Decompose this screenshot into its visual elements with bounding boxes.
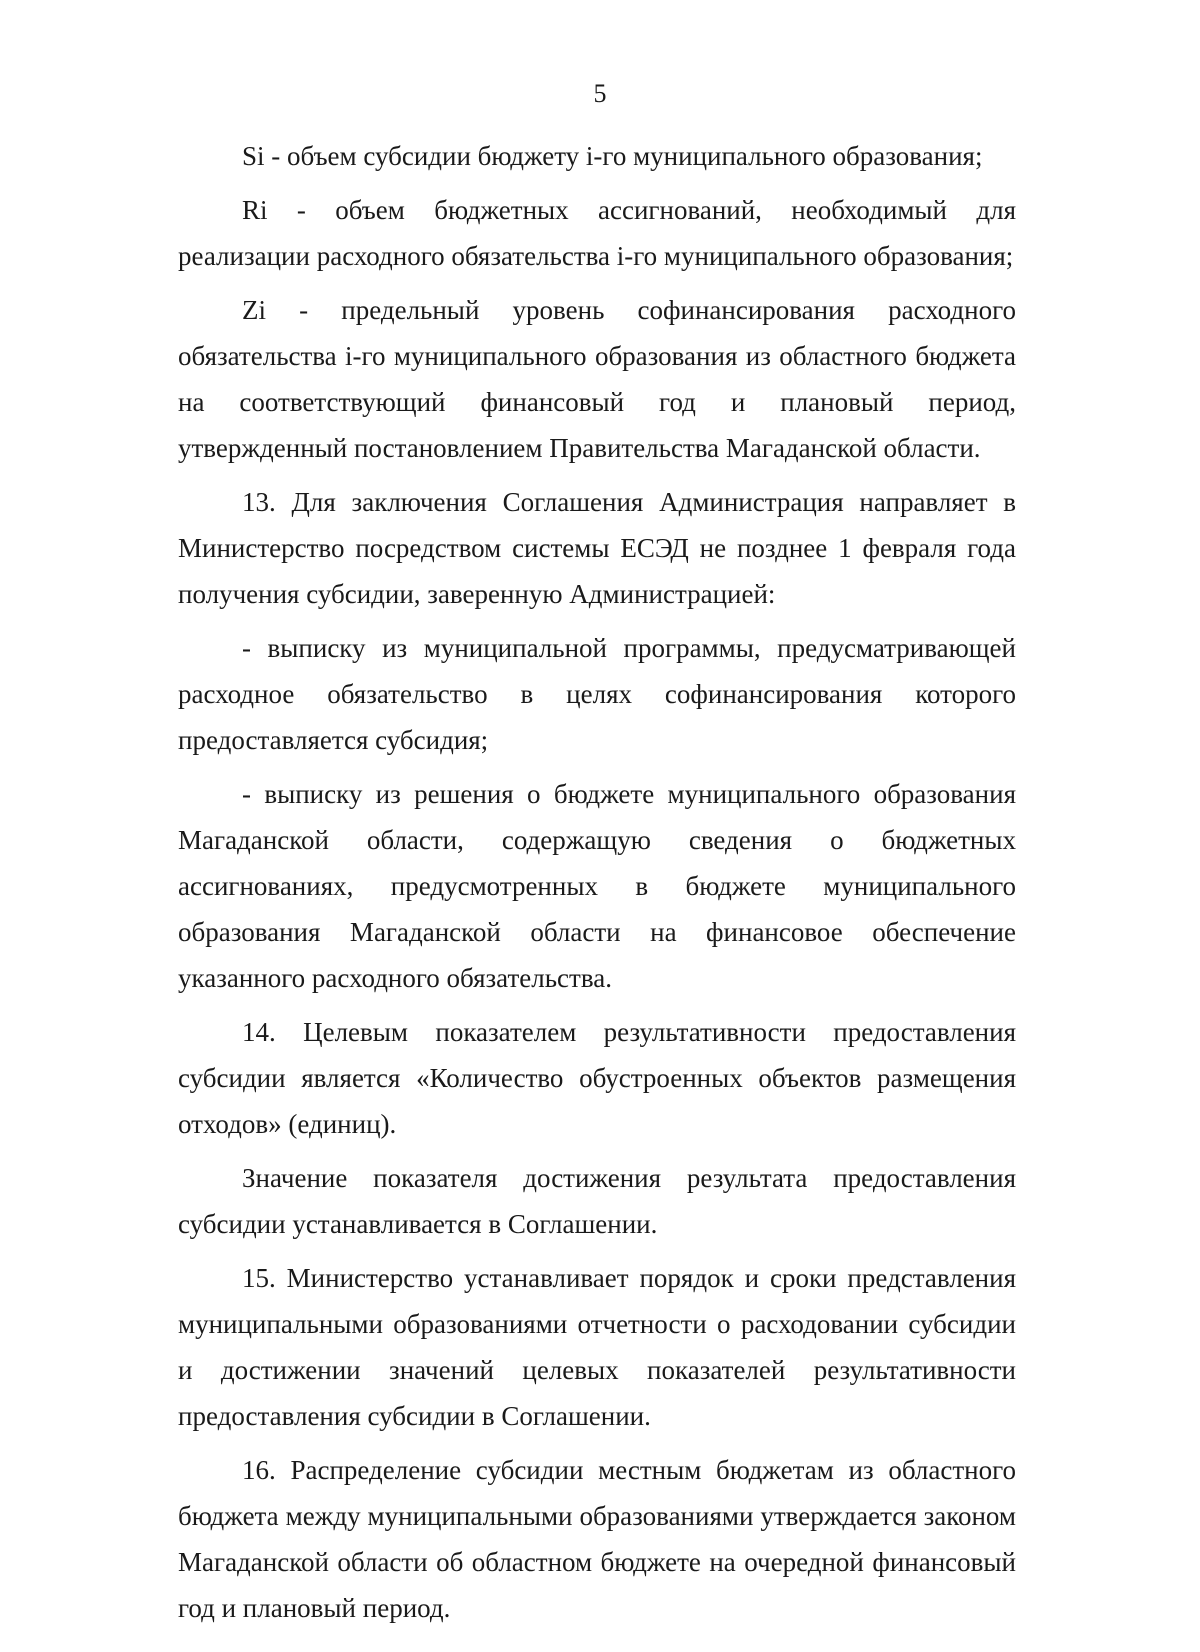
list-item-budget-extract: - выписку из решения о бюджете муниципального образования Магаданской области, содержащую сведения о бюджетных ассигнованиях, предусмотренных в бюджете муниципального образования Магаданской области на финансовое обеспечение указанного расходного обязательства.: [178, 779, 1016, 993]
paragraph-ri-definition: Ri - объем бюджетных ассигнований, необходимый для реализации расходного обязательства i-го муниципального образования;: [178, 195, 1016, 271]
page-number: 5: [593, 79, 607, 108]
paragraph-15: 15. Министерство устанавливает порядок и сроки представления муниципальными образованиями отчетности о расходовании субсидии и достижении значений целевых показателей результативности предоставления субсидии в Соглашении.: [178, 1263, 1016, 1431]
paragraph-16: 16. Распределение субсидии местным бюджетам из областного бюджета между муниципальными образованиями утверждается законом Магаданской области об областном бюджете на очередной финансовый год и плановый период.: [178, 1455, 1016, 1623]
document-body: [178, 133, 1016, 1631]
list-item-program-extract: - выписку из муниципальной программы, предусматривающей расходное обязательство в целях софинансирования которого предоставляется субсидия;: [178, 633, 1016, 755]
paragraph-13: 13. Для заключения Соглашения Администрация направляет в Министерство посредством системы ЕСЭД не позднее 1 февраля года получения субсидии, заверенную Администрацией:: [178, 487, 1016, 609]
paragraph-zi-definition: Zi - предельный уровень софинансирования расходного обязательства i-го муниципального образования из областного бюджета на соответствующий финансовый год и плановый период, утвержденный постановлением Правительства Магаданской области.: [178, 295, 1016, 463]
paragraph-14: 14. Целевым показателем результативности предоставления субсидии является «Количество обустроенных объектов размещения отходов» (единиц).: [178, 1017, 1016, 1139]
paragraph-indicator-value: Значение показателя достижения результата предоставления субсидии устанавливается в Соглашении.: [178, 1163, 1016, 1239]
paragraph-si-definition: Si - объем субсидии бюджету i-го муниципального образования;: [242, 141, 983, 171]
